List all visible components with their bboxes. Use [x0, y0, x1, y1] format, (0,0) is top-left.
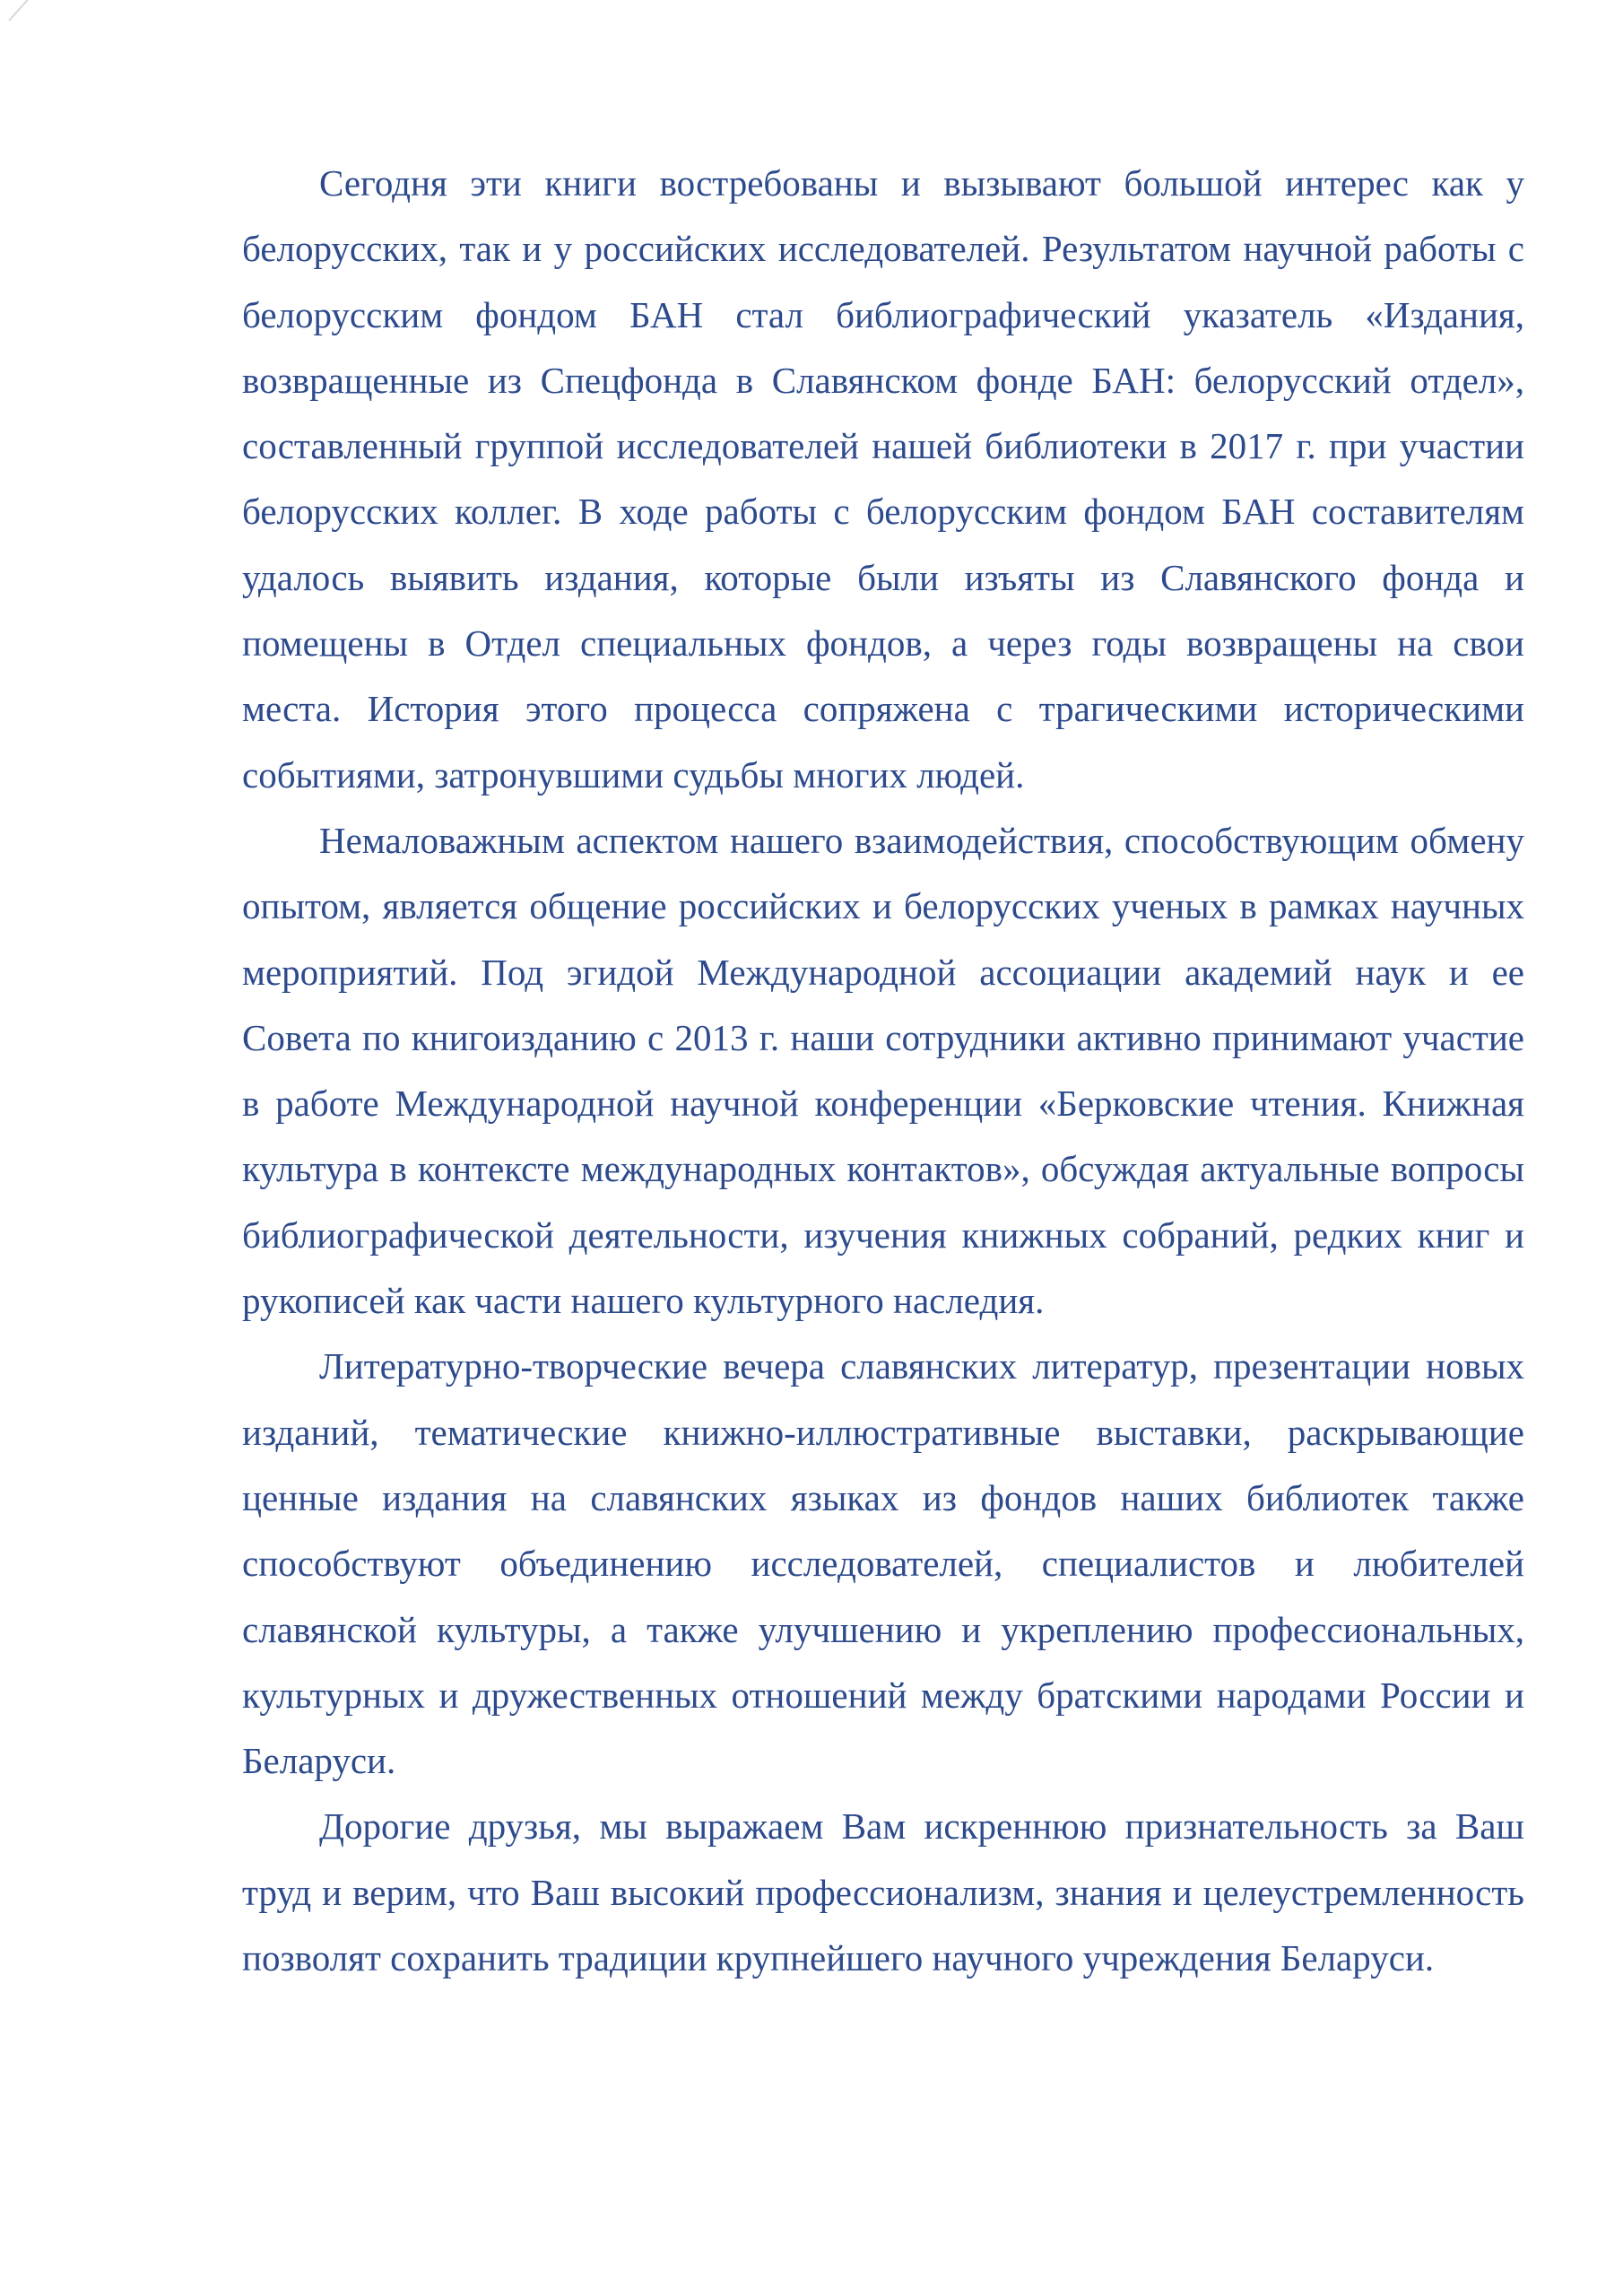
body-text	[242, 151, 1524, 1991]
paragraph-cultural-events: Литературно-творческие вечера славянских литератур, презентации новых изданий, тематические книжно-иллюстративные выставки, раскрывающие ценные издания на славянских языках из фондов наших библиотек также способствуют объединению исследователей, специалистов и любителей славянской культуры, а также улучшению и укреплению профессиональных, культурных и дружественных отношений между братскими народами России и Беларуси.	[242, 1345, 1524, 1782]
paragraph-gratitude: Дорогие друзья, мы выражаем Вам искреннюю признательность за Ваш труд и верим, что Ваш высокий профессионализм, знания и целеустремленность позволят сохранить традиции крупнейшего научного учреждения Беларуси.	[242, 1805, 1524, 1979]
paragraph-scientific-events: Немаловажным аспектом нашего взаимодействия, способствующим обмену опытом, является общение российских и белорусских ученых в рамках научных мероприятий. Под эгидой Международной ассоциации академий наук и ее Совета по книгоизданию с 2013 г. наши сотрудники активно принимают участие в работе Международной научной конференции «Берковские чтения. Книжная культура в контексте международных контактов», обсуждая актуальные вопросы библиографической деятельности, изучения книжных собраний, редких книг и рукописей как части нашего культурного наследия.	[242, 819, 1524, 1322]
scan-mark	[8, 0, 30, 22]
paragraph-research-results: Сегодня эти книги востребованы и вызывают большой интерес как у белорусских, так и у российских исследователей. Результатом научной работы с белорусским фондом БАН стал библиографический указатель «Издания, возвращенные из Спецфонда в Славянском фонде БАН: белорусский отдел», составленный группой исследователей нашей библиотеки в 2017 г. при участии белорусских коллег. В ходе работы с белорусским фондом БАН составителям удалось выявить издания, которые были изъяты из Славянского фонда и помещены в Отдел специальных фондов, а через годы возвращены на свои места. История этого процесса сопряжена с трагическими историческими событиями, затронувшими судьбы многих людей.	[242, 162, 1524, 796]
